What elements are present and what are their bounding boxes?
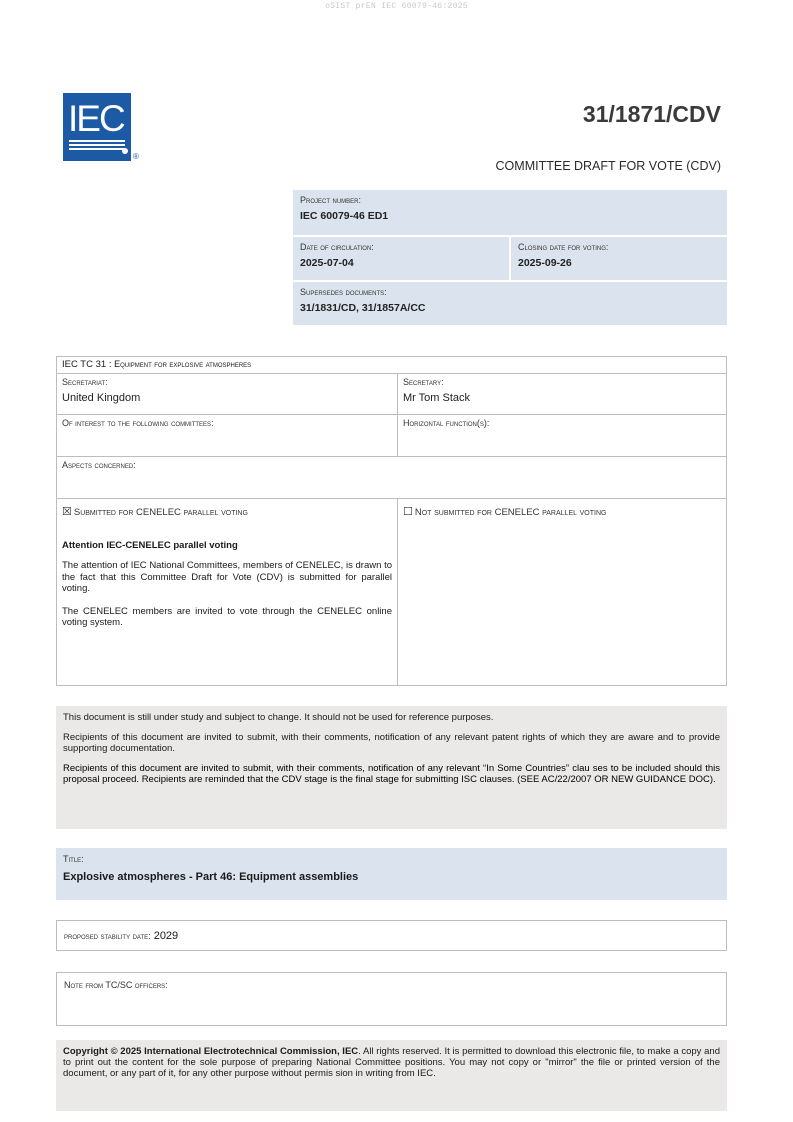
attention-paragraph-1: The attention of IEC National Committees, members of CENELEC, is drawn to the fact that this Committee Draft for Vote (CDV) is submitted for parallel voting. xyxy=(62,560,392,594)
logo-text: IEC xyxy=(68,98,124,139)
title-box xyxy=(56,848,727,900)
watermark: oSIST prEN IEC 60079-46:2025 xyxy=(325,2,468,11)
secretary-label: Secretary: xyxy=(403,377,444,387)
not-submitted-label: Not submitted for CENELEC parallel voting xyxy=(414,507,607,518)
copyright-holder: Copyright © 2025 International Electrotechnical Commission, IEC xyxy=(63,1046,359,1057)
submitted-checkbox[interactable]: ☒ xyxy=(62,506,72,518)
attention-title: Attention IEC-CENELEC parallel voting xyxy=(62,540,238,551)
interest-row xyxy=(57,415,726,457)
project-info-box xyxy=(293,190,727,325)
stability-date-box xyxy=(56,920,727,951)
supersedes-documents: 31/1831/CD, 31/1857A/CC xyxy=(300,302,426,314)
notice-box xyxy=(56,706,727,829)
iec-logo xyxy=(63,93,131,161)
interest-label: Of interest to the following committees: xyxy=(62,418,214,428)
notice-paragraph-2: Recipients of this document are invited to submit, with their comments, notification of any relevant patent rights of which they are aware and to provide supporting documentation. xyxy=(63,731,720,754)
notice-reference: (SEE AC/22/2007 OR NEW GUIDANCE DOC). xyxy=(514,774,716,785)
logo-dot xyxy=(122,148,128,154)
tc-row xyxy=(57,357,726,374)
attention-paragraph-2: The CENELEC members are invited to vote through the CENELEC online voting system. xyxy=(62,605,392,628)
circulation-date: 2025-07-04 xyxy=(300,257,354,269)
committee-table xyxy=(56,356,727,686)
copyright-box xyxy=(56,1040,727,1111)
project-number: IEC 60079-46 ED1 xyxy=(300,210,389,222)
secretary: Mr Tom Stack xyxy=(403,392,471,404)
notice-paragraph-3: Recipients of this document are invited to submit, with their comments, notification of any relevant “In Some Countries” clau ses to be included should this proposal proceed. Recipients are reminded that the CDV stage is the final stage for submitting ISC clauses. xyxy=(63,762,720,785)
notice-paragraph-1: This document is still under study and subject to change. It should not be used for reference purposes. xyxy=(63,712,494,723)
parallel-voting-row xyxy=(57,499,726,685)
secretariat-row xyxy=(57,374,726,415)
stability-label: proposed stability date: xyxy=(64,931,151,941)
closing-date: 2025-09-26 xyxy=(518,257,572,269)
stability-date: 2029 xyxy=(150,930,179,942)
submitted-label: Submitted for CENELEC parallel voting xyxy=(73,507,248,518)
closing-label: Closing date for voting: xyxy=(518,242,609,252)
title-label: Title: xyxy=(63,854,84,864)
project-number-label: Project number: xyxy=(300,195,362,205)
circulation-label: Date of circulation: xyxy=(300,242,374,252)
supersedes-label: Supersedes documents: xyxy=(300,287,387,297)
secretariat-label: Secretariat: xyxy=(62,377,108,387)
copyright-text: . All rights reserved. It is permitted to download this electronic file, to make a copy and to print out the content for the sole purpose of preparing National Committee positions. You may not copy or "mirror" the file or printed version of the document, or any part of it, for any other purpose without permis sion in writing from IEC. xyxy=(63,1046,720,1079)
document-type: COMMITTEE DRAFT FOR VOTE (CDV) xyxy=(495,159,721,173)
registered-mark: ® xyxy=(133,152,139,161)
tc-prefix: IEC TC 31 : xyxy=(62,359,115,370)
aspects-row xyxy=(57,457,726,499)
document-number: 31/1871/CDV xyxy=(582,101,721,127)
document-title: Explosive atmospheres - Part 46: Equipment assemblies xyxy=(63,871,359,883)
officers-note-box xyxy=(56,972,727,1026)
logo-lines xyxy=(69,140,125,152)
tc-name: Equipment for explosive atmospheres xyxy=(114,359,252,369)
dates-row xyxy=(293,235,727,280)
aspects-label: Aspects concerned: xyxy=(62,460,136,470)
not-submitted-checkbox[interactable]: ☐ xyxy=(403,506,413,518)
note-label: Note from TC/SC officers: xyxy=(64,980,168,990)
horizontal-label: Horizontal function(s): xyxy=(403,418,490,428)
secretariat: United Kingdom xyxy=(62,392,141,404)
project-number-row xyxy=(293,190,727,235)
supersedes-row xyxy=(293,280,727,325)
